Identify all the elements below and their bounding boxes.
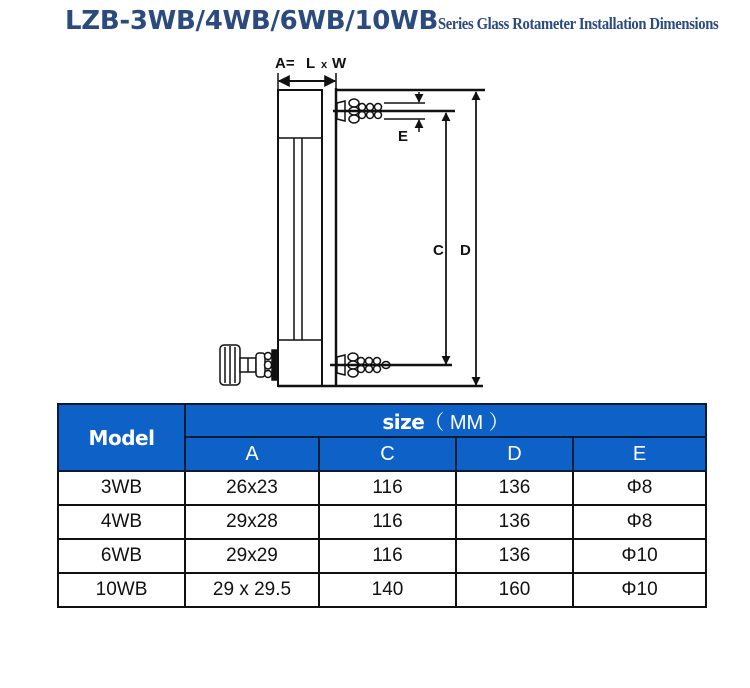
header-model: Model <box>58 404 185 471</box>
header-size <box>185 404 706 437</box>
cell-c: 116 <box>319 539 456 573</box>
header-col-a: A <box>185 437 319 471</box>
needle-valve-knob <box>220 345 278 385</box>
dim-label-c: C <box>433 242 444 259</box>
cell-e: Φ10 <box>573 539 706 573</box>
header-col-d: D <box>456 437 573 471</box>
header-size-label: size <box>382 410 425 434</box>
dim-label-d: D <box>460 242 471 259</box>
title-description: Series Glass Rotameter Installation Dimensions <box>437 14 719 33</box>
cell-d: 136 <box>456 505 573 539</box>
cell-d: 136 <box>456 539 573 573</box>
table-row <box>58 505 706 539</box>
cell-model: 3WB <box>58 471 185 505</box>
table-row <box>58 471 706 505</box>
dim-label-w: W <box>332 55 347 72</box>
table-row <box>58 573 706 607</box>
table-row <box>58 539 706 573</box>
rotameter-body <box>278 88 336 386</box>
cell-a: 29x28 <box>185 505 319 539</box>
cell-c: 116 <box>319 471 456 505</box>
cell-c: 116 <box>319 505 456 539</box>
dimension-a-arrow <box>278 73 336 90</box>
dim-label-l: L <box>306 55 316 72</box>
dim-label-x: x <box>321 59 328 71</box>
cell-a: 29x29 <box>185 539 319 573</box>
header-size-unit: （ MM ） <box>424 412 509 434</box>
cell-a: 29 x 29.5 <box>185 573 319 607</box>
cell-d: 160 <box>456 573 573 607</box>
cell-model: 6WB <box>58 539 185 573</box>
bottom-inlet-fitting <box>330 353 452 377</box>
cell-c: 140 <box>319 573 456 607</box>
cell-model: 10WB <box>58 573 185 607</box>
cell-e: Φ8 <box>573 471 706 505</box>
cell-e: Φ10 <box>573 573 706 607</box>
cell-a: 26x23 <box>185 471 319 505</box>
cell-model: 4WB <box>58 505 185 539</box>
header-col-e: E <box>573 437 706 471</box>
top-outlet-fitting <box>333 99 455 123</box>
dim-label-e: E <box>398 128 409 145</box>
dim-label-a: A= <box>275 55 295 72</box>
cell-e: Φ8 <box>573 505 706 539</box>
dimensions-table <box>57 403 707 608</box>
cell-d: 136 <box>456 471 573 505</box>
title-model-series: LZB-3WB/4WB/6WB/10WB <box>65 6 438 36</box>
header-col-c: C <box>319 437 456 471</box>
